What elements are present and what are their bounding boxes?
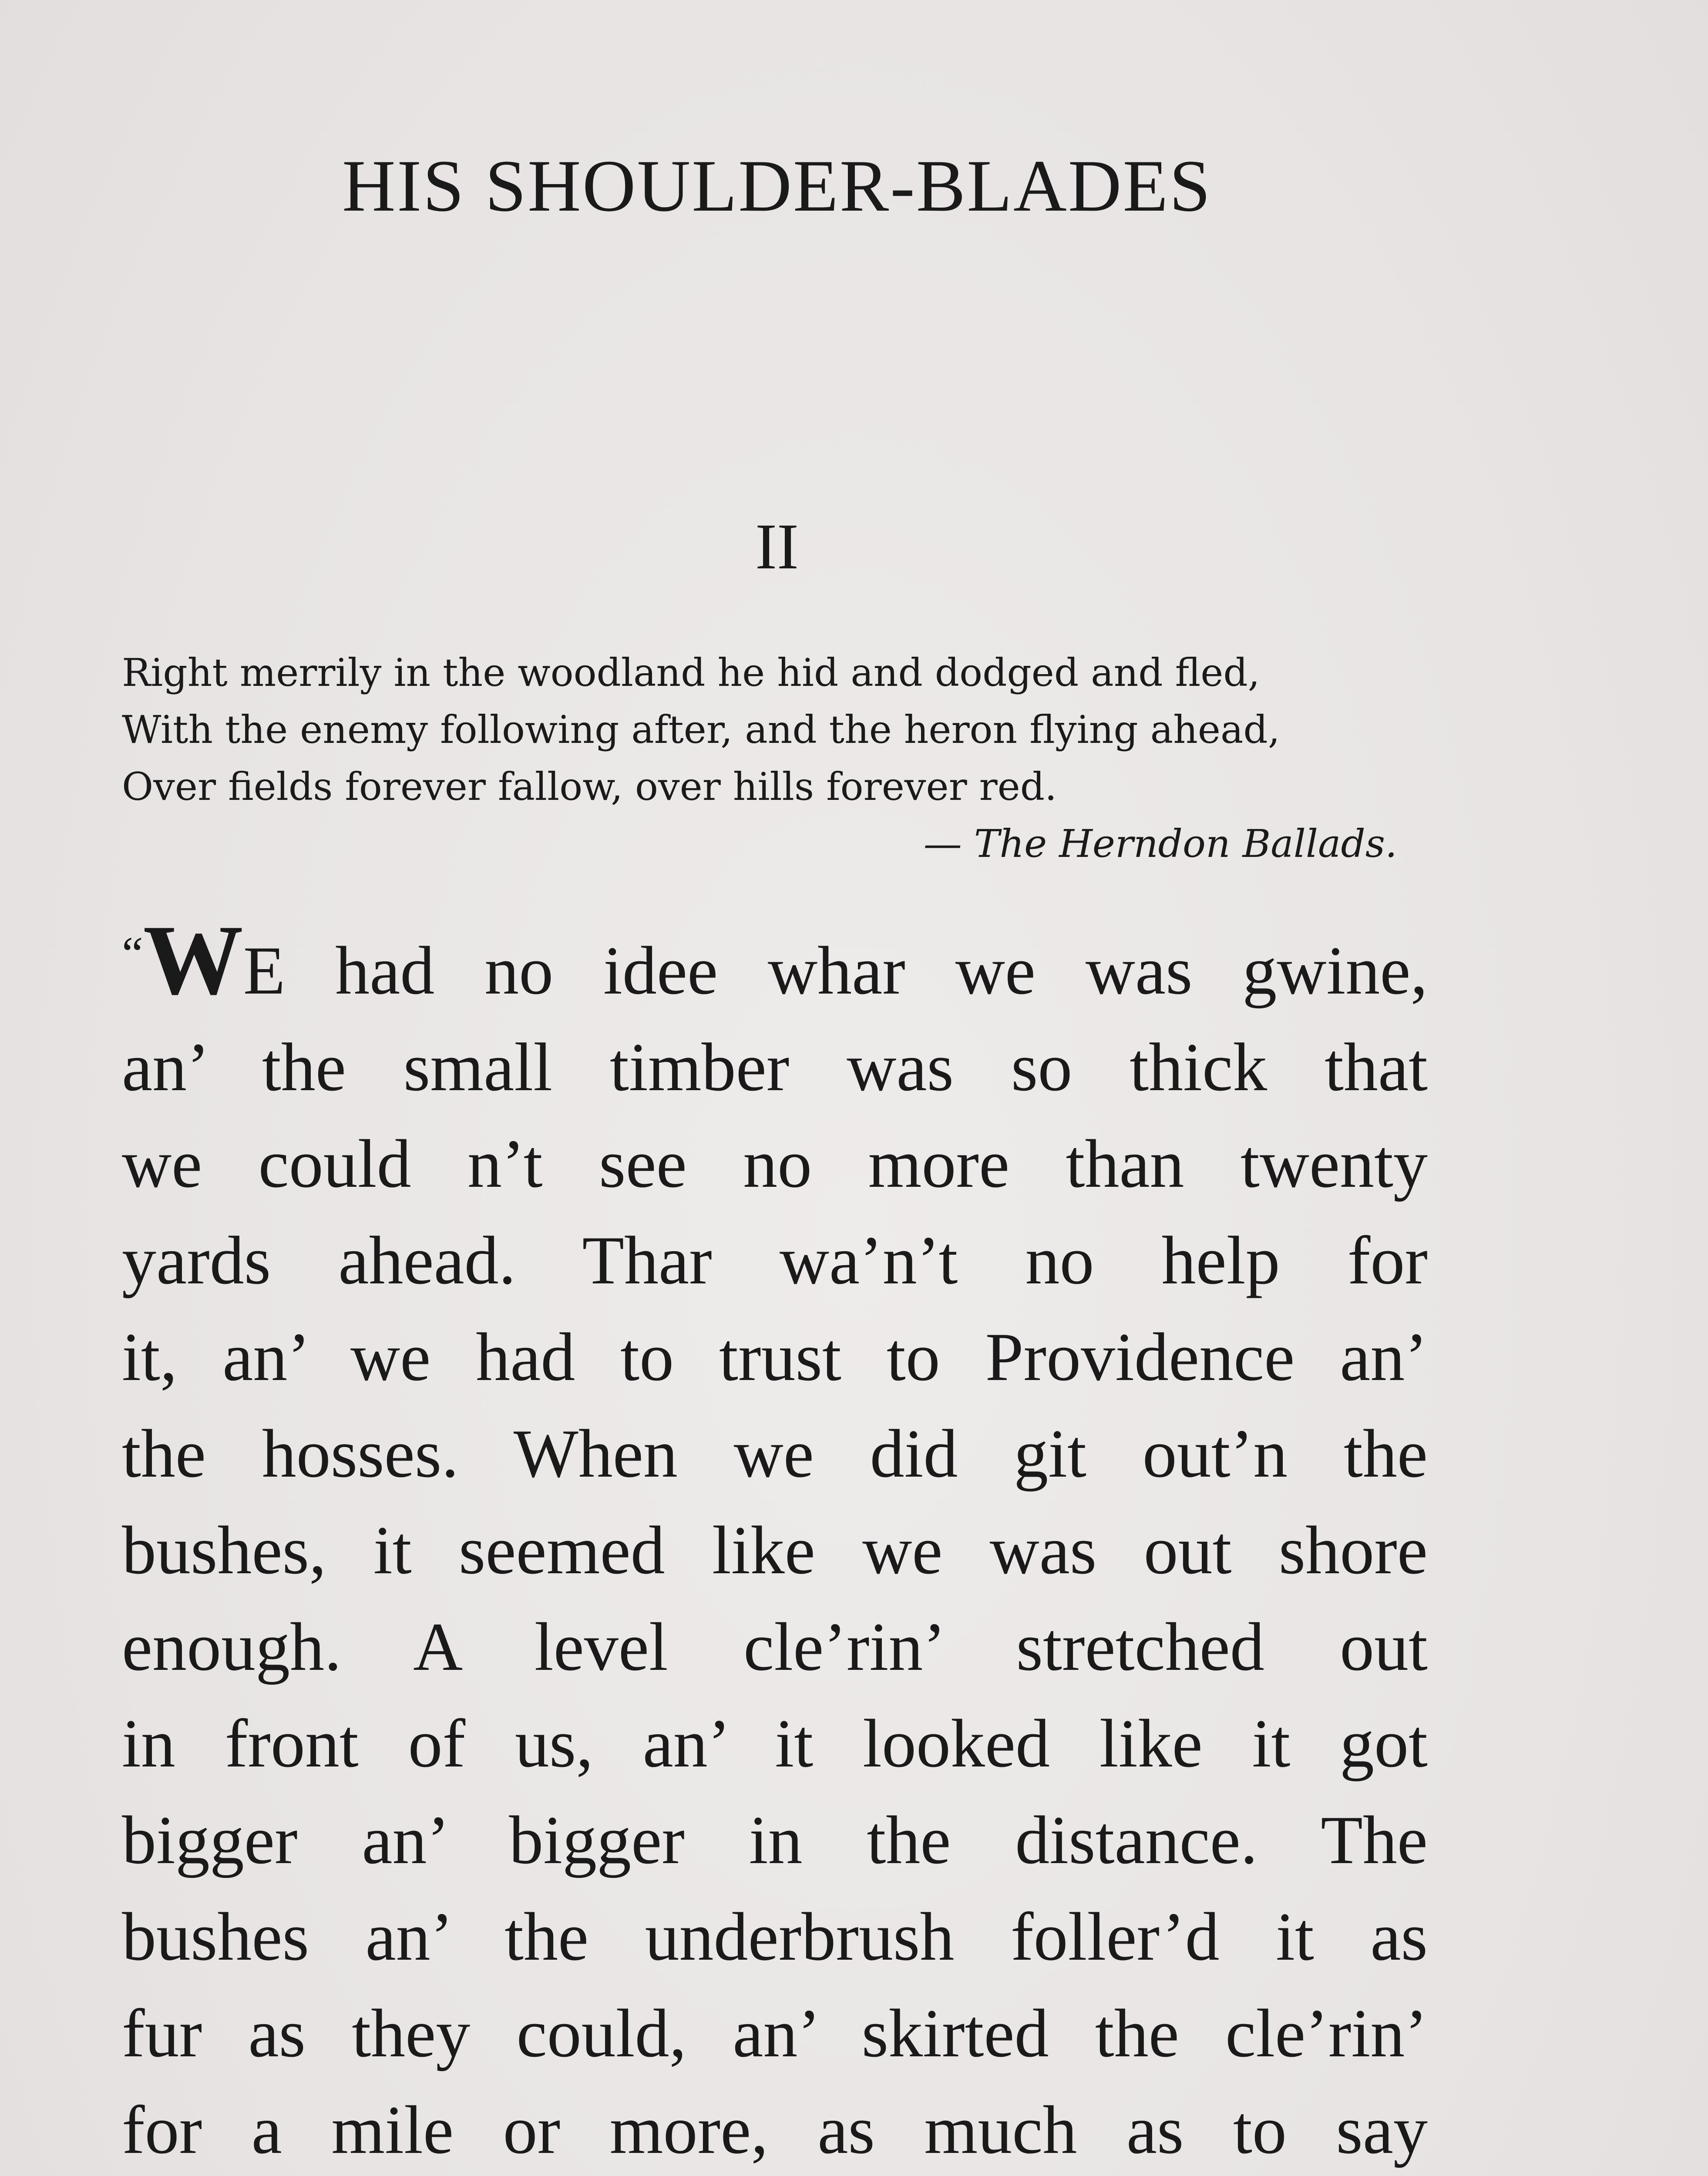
body-line: it, an’ we had to trust to Providence an’ bbox=[122, 1319, 1428, 1395]
open-quote-mark: “ bbox=[122, 927, 143, 980]
epigraph-line: Right merrily in the woodland he hid and dodged and fled, bbox=[122, 650, 1260, 695]
body-first-line bbox=[122, 905, 1428, 1019]
drop-cap: W bbox=[143, 904, 243, 1015]
body-line: bigger an’ bigger in the distance. The bbox=[122, 1802, 1428, 1878]
running-head: HIS SHOULDER-BLADES bbox=[342, 145, 1212, 227]
body-line: the hosses. When we did git out’n the bbox=[122, 1416, 1428, 1492]
body-line: bushes an’ the underbrush foller’d it as bbox=[122, 1899, 1428, 1975]
body-line: for a mile or more, as much as to say bbox=[122, 2092, 1428, 2168]
epigraph bbox=[122, 644, 1397, 872]
body-line: in front of us, an’ it looked like it got bbox=[122, 1706, 1428, 1782]
body-line: we could n’t see no more than twenty bbox=[122, 1126, 1428, 1202]
epigraph-attribution: — The Herndon Ballads. bbox=[923, 821, 1397, 866]
chapter-number: II bbox=[755, 510, 799, 583]
body-line: fur as they could, an’ skirted the cle’rin’ bbox=[122, 1995, 1428, 2072]
body-line-text: E had no idee whar we was gwine, bbox=[243, 933, 1428, 1009]
body-line: an’ the small timber was so thick that bbox=[122, 1029, 1428, 1105]
body-line: enough. A level cle’rin’ stretched out bbox=[122, 1609, 1428, 1685]
epigraph-line: With the enemy following after, and the heron flying ahead, bbox=[122, 707, 1280, 752]
body-line: bushes, it seemed like we was out shore bbox=[122, 1512, 1428, 1588]
body-paragraph bbox=[122, 905, 1428, 2176]
body-line: yards ahead. Thar wa’n’t no help for bbox=[122, 1222, 1428, 1299]
epigraph-line: Over fields forever fallow, over hills forever red. bbox=[122, 764, 1057, 809]
